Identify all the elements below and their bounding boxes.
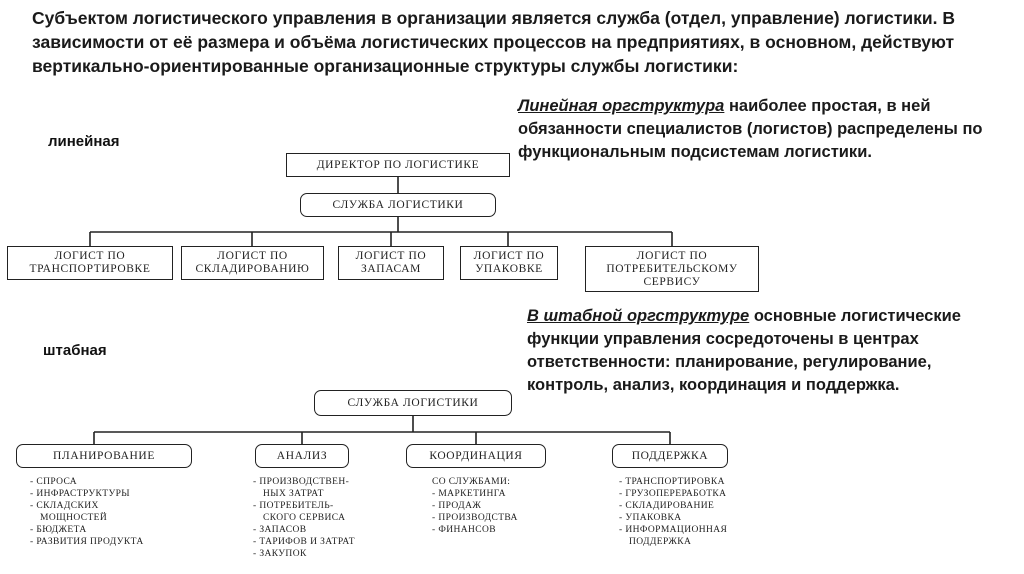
list-item: - ПРОИЗВОДСТВЕН-	[253, 477, 350, 487]
list-item: - ИНФОРМАЦИОННАЯ	[619, 525, 728, 535]
list-item: - БЮДЖЕТА	[30, 525, 87, 535]
list-item: - ГРУЗОПЕРЕРАБОТКА	[619, 489, 727, 499]
list-item: ПОДДЕРЖКА	[629, 537, 692, 547]
function-list-planning	[30, 476, 144, 548]
linear-service-box: СЛУЖБА ЛОГИСТИКИ	[300, 193, 496, 217]
list-item: - ТРАНСПОРТИРОВКА	[619, 477, 725, 487]
list-item: - СПРОСА	[30, 477, 78, 487]
logist-box-warehouse: ЛОГИСТ ПО СКЛАДИРОВАНИЮ	[181, 246, 324, 280]
list-item: - ФИНАНСОВ	[432, 525, 497, 535]
function-box-planning: ПЛАНИРОВАНИЕ	[16, 444, 192, 468]
list-item: - СКЛАДСКИХ	[30, 501, 99, 511]
list-item: СКОГО СЕРВИСА	[263, 513, 346, 523]
intro-text: Субъектом логистического управления в организации является служба (отдел, управление) логистики. В зависимости от её размера и объёма логистических процессов на предприятиях, в основном, действуют вертикально-ориентированные организационные структуры службы логистики:	[32, 8, 956, 76]
list-item: НЫХ ЗАТРАТ	[263, 489, 324, 499]
logist-box-service: ЛОГИСТ ПО ПОТРЕБИТЕЛЬСКОМУ СЕРВИСУ	[585, 246, 759, 292]
linear-description	[518, 95, 1018, 164]
linear-label: линейная	[48, 133, 120, 150]
linear-description-rest: наиболее простая, в ней обязанности специалистов (логистов) распределены по функциональным подсистемам логистики.	[518, 97, 983, 161]
list-item: - РАЗВИТИЯ ПРОДУКТА	[30, 537, 144, 547]
function-box-analysis: АНАЛИЗ	[255, 444, 349, 468]
staff-label: штабная	[43, 342, 107, 359]
list-item: - ЗАПАСОВ	[253, 525, 307, 535]
list-item: - МАРКЕТИНГА	[432, 489, 506, 499]
list-item: - ПОТРЕБИТЕЛЬ-	[253, 501, 334, 511]
function-box-coordination: КООРДИНАЦИЯ	[406, 444, 546, 468]
list-item: - ТАРИФОВ И ЗАТРАТ	[253, 537, 355, 547]
linear-description-term: Линейная оргструктура	[518, 97, 725, 115]
logist-box-transport: ЛОГИСТ ПО ТРАНСПОРТИРОВКЕ	[7, 246, 173, 280]
staff-service-box: СЛУЖБА ЛОГИСТИКИ	[314, 390, 512, 416]
function-box-support: ПОДДЕРЖКА	[612, 444, 728, 468]
function-list-analysis	[253, 476, 355, 560]
function-list-coordination	[432, 476, 518, 536]
list-item: - ПРОИЗВОДСТВА	[432, 513, 518, 523]
function-list-support	[619, 476, 727, 548]
list-item: - ЗАКУПОК	[253, 549, 307, 559]
director-box: ДИРЕКТОР ПО ЛОГИСТИКЕ	[286, 153, 510, 177]
list-item: МОЩНОСТЕЙ	[40, 513, 108, 523]
logist-box-packaging: ЛОГИСТ ПО УПАКОВКЕ	[460, 246, 558, 280]
staff-description	[527, 305, 1007, 397]
list-item: - ИНФРАСТРУКТУРЫ	[30, 489, 130, 499]
list-item: - СКЛАДИРОВАНИЕ	[619, 501, 715, 511]
list-item: - УПАКОВКА	[619, 513, 682, 523]
logist-box-stock: ЛОГИСТ ПО ЗАПАСАМ	[338, 246, 444, 280]
staff-description-rest: основные логистические функции управления сосредоточены в центрах ответственности: планирование, регулирование, контроль, анализ, координация и поддержка.	[527, 307, 961, 394]
staff-description-term: В штабной оргструктуре	[527, 307, 750, 325]
list-item: - ПРОДАЖ	[432, 501, 482, 511]
list-item: СО СЛУЖБАМИ:	[432, 477, 511, 487]
